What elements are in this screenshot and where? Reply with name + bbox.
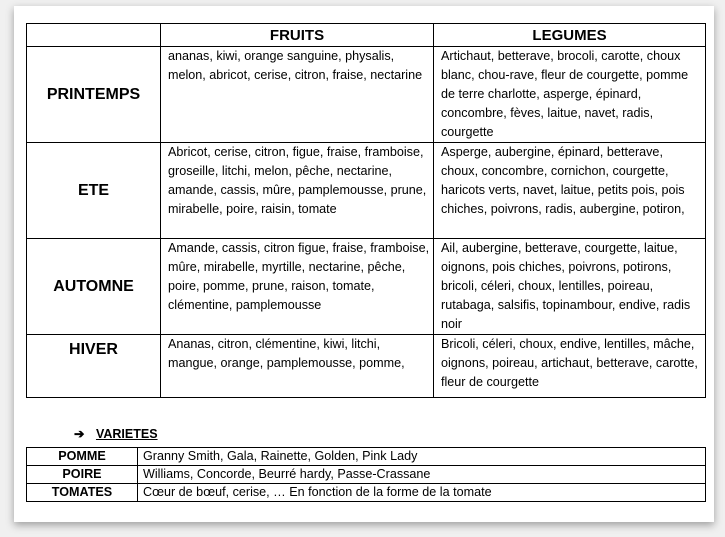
season-label: PRINTEMPS (27, 47, 161, 143)
legumes-cell: Artichaut, betterave, brocoli, carotte, choux blanc, chou-rave, fleur de courgette, pomme de terre charlotte, asperge, épinard, concombre, fèves, laitue, navet, radis, courgette (434, 47, 706, 143)
table-header-row (27, 24, 706, 47)
fruits-cell: ananas, kiwi, orange sanguine, physalis, melon, abricot, cerise, citron, fraise, nectarine (161, 47, 434, 143)
varietes-heading (74, 426, 158, 441)
seasonal-table (26, 23, 706, 398)
fruits-cell: Abricot, cerise, citron, figue, fraise, framboise, groseille, litchi, melon, pêche, nectarine, amande, cassis, mûre, pamplemousse, prune, mirabelle, poire, raisin, tomate (161, 143, 434, 239)
legumes-cell: Ail, aubergine, betterave, courgette, laitue, oignons, pois chiches, poivrons, potirons, bricoli, céleri, choux, lentilles, poireau, rutabaga, salsifis, topinambour, endive, radis noir (434, 239, 706, 335)
variety-values: Williams, Concorde, Beurré hardy, Passe-Crassane (138, 466, 706, 484)
table-row (27, 335, 706, 398)
variety-name: POIRE (27, 466, 138, 484)
arrow-right-icon: ➔ (74, 427, 85, 441)
season-label: ETE (27, 143, 161, 239)
fruits-cell: Ananas, citron, clémentine, kiwi, litchi, mangue, orange, pamplemousse, pomme, (161, 335, 434, 398)
header-legumes: LEGUMES (434, 24, 706, 47)
variety-values: Granny Smith, Gala, Rainette, Golden, Pink Lady (138, 448, 706, 466)
legumes-cell: Bricoli, céleri, choux, endive, lentilles, mâche, oignons, poireau, artichaut, betterave, carotte, fleur de courgette (434, 335, 706, 398)
varietes-title: VARIETES (95, 427, 158, 441)
season-label: AUTOMNE (27, 239, 161, 335)
varietes-table (26, 447, 706, 502)
variety-name: TOMATES (27, 484, 138, 502)
variety-values: Cœur de bœuf, cerise, … En fonction de la forme de la tomate (138, 484, 706, 502)
variety-name: POMME (27, 448, 138, 466)
legumes-cell: Asperge, aubergine, épinard, betterave, choux, concombre, cornichon, courgette, haricots verts, navet, laitue, petits pois, pois chiches, poivrons, radis, aubergine, potiron, (434, 143, 706, 239)
fruits-cell: Amande, cassis, citron figue, fraise, framboise, mûre, mirabelle, myrtille, nectarine, pêche, poire, pomme, prune, raison, tomate, clémentine, pamplemousse (161, 239, 434, 335)
table-row (27, 239, 706, 335)
table-row (27, 484, 706, 502)
table-row (27, 466, 706, 484)
header-fruits: FRUITS (161, 24, 434, 47)
season-label: HIVER (27, 335, 161, 398)
table-row (27, 448, 706, 466)
table-row (27, 47, 706, 143)
table-row (27, 143, 706, 239)
corner-cell (27, 24, 161, 47)
